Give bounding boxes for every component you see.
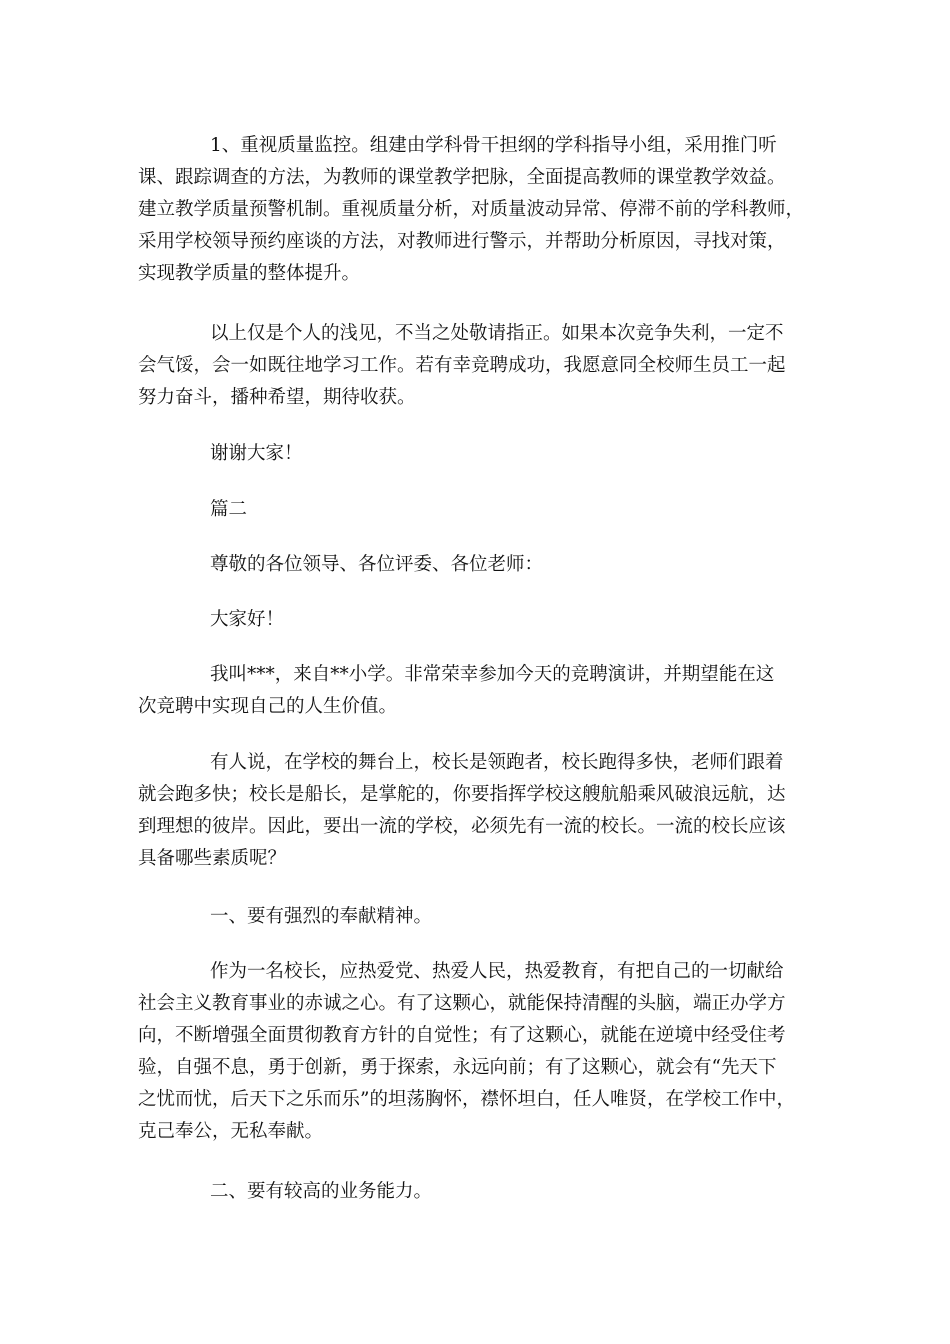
text-line: 采用学校领导预约座谈的方法，对教师进行警示，并帮助分析原因，寻找对策， [138,231,786,252]
text-line: 努力奋斗，播种希望，期待收获。 [138,387,416,408]
text-line: 具备哪些素质呢？ [138,848,287,869]
text-line: 大家好！ [210,609,285,630]
text-line: 有人说，在学校的舞台上，校长是领跑者，校长跑得多快，老师们跟着 [210,752,784,773]
text-line: 课、跟踪调查的方法，为教师的课堂教学把脉，全面提高教师的课堂教学效益。 [138,167,786,188]
paragraph-dedication [138,956,814,1148]
paragraph-greeting [138,604,814,636]
text-line: 一、要有强烈的奉献精神。 [210,906,433,927]
text-line: 尊敬的各位领导、各位评委、各位老师： [210,554,544,575]
text-line: 谢谢大家！ [210,443,303,464]
text-line: 会气馁，会一如既往地学习工作。若有幸竞聘成功，我愿意同全校师生员工一起 [138,355,786,376]
text-line: 就会跑多快；校长是船长，是掌舵的，你要指挥学校这艘航船乘风破浪远航，达 [138,784,786,805]
text-line: 建立教学质量预警机制。重视质量分析，对质量波动异常、停滞不前的学科教师， [138,199,805,220]
paragraph-closing-remarks [138,318,814,414]
text-line: 验，自强不息，勇于创新，勇于探索，永远向前；有了这颗心，就会有“先天下 [138,1057,777,1078]
paragraph-principal-role [138,747,814,875]
paragraph-thanks [138,438,814,470]
text-line: 克己奉公，无私奉献。 [138,1121,324,1142]
text-line: 之忧而忧，后天下之乐而乐”的坦荡胸怀，襟怀坦白，任人唯贤，在学校工作中， [138,1089,795,1110]
paragraph-introduction [138,659,814,723]
text-line: 到理想的彼岸。因此，要出一流的学校，必须先有一流的校长。一流的校长应该 [138,816,786,837]
paragraph-quality-monitoring [138,130,814,290]
text-line: 社会主义教育事业的赤诚之心。有了这颗心，就能保持清醒的头脑，端正办学方 [138,993,786,1014]
text-line: 二、要有较高的业务能力。 [210,1181,433,1202]
text-line: 次竞聘中实现自己的人生价值。 [138,696,398,717]
paragraph-salutation [138,549,814,581]
subheading-business-ability [138,1176,814,1208]
text-line: 实现教学质量的整体提升。 [138,263,361,284]
subheading-dedication [138,901,814,933]
text-line: 我叫***，来自**小学。非常荣幸参加今天的竞聘演讲，并期望能在这 [210,664,775,685]
text-line: 篇二 [210,499,248,520]
text-line: 1、重视质量监控。组建由学科骨干担纲的学科指导小组，采用推门听 [210,135,777,156]
section-heading [138,494,814,526]
text-line: 作为一名校长，应热爱党、热爱人民，热爱教育，有把自己的一切献给 [210,961,784,982]
text-line: 向，不断增强全面贯彻教育方针的自觉性；有了这颗心，就能在逆境中经受住考 [138,1025,786,1046]
text-line: 以上仅是个人的浅见，不当之处敬请指正。如果本次竞争失利，一定不 [210,323,784,344]
